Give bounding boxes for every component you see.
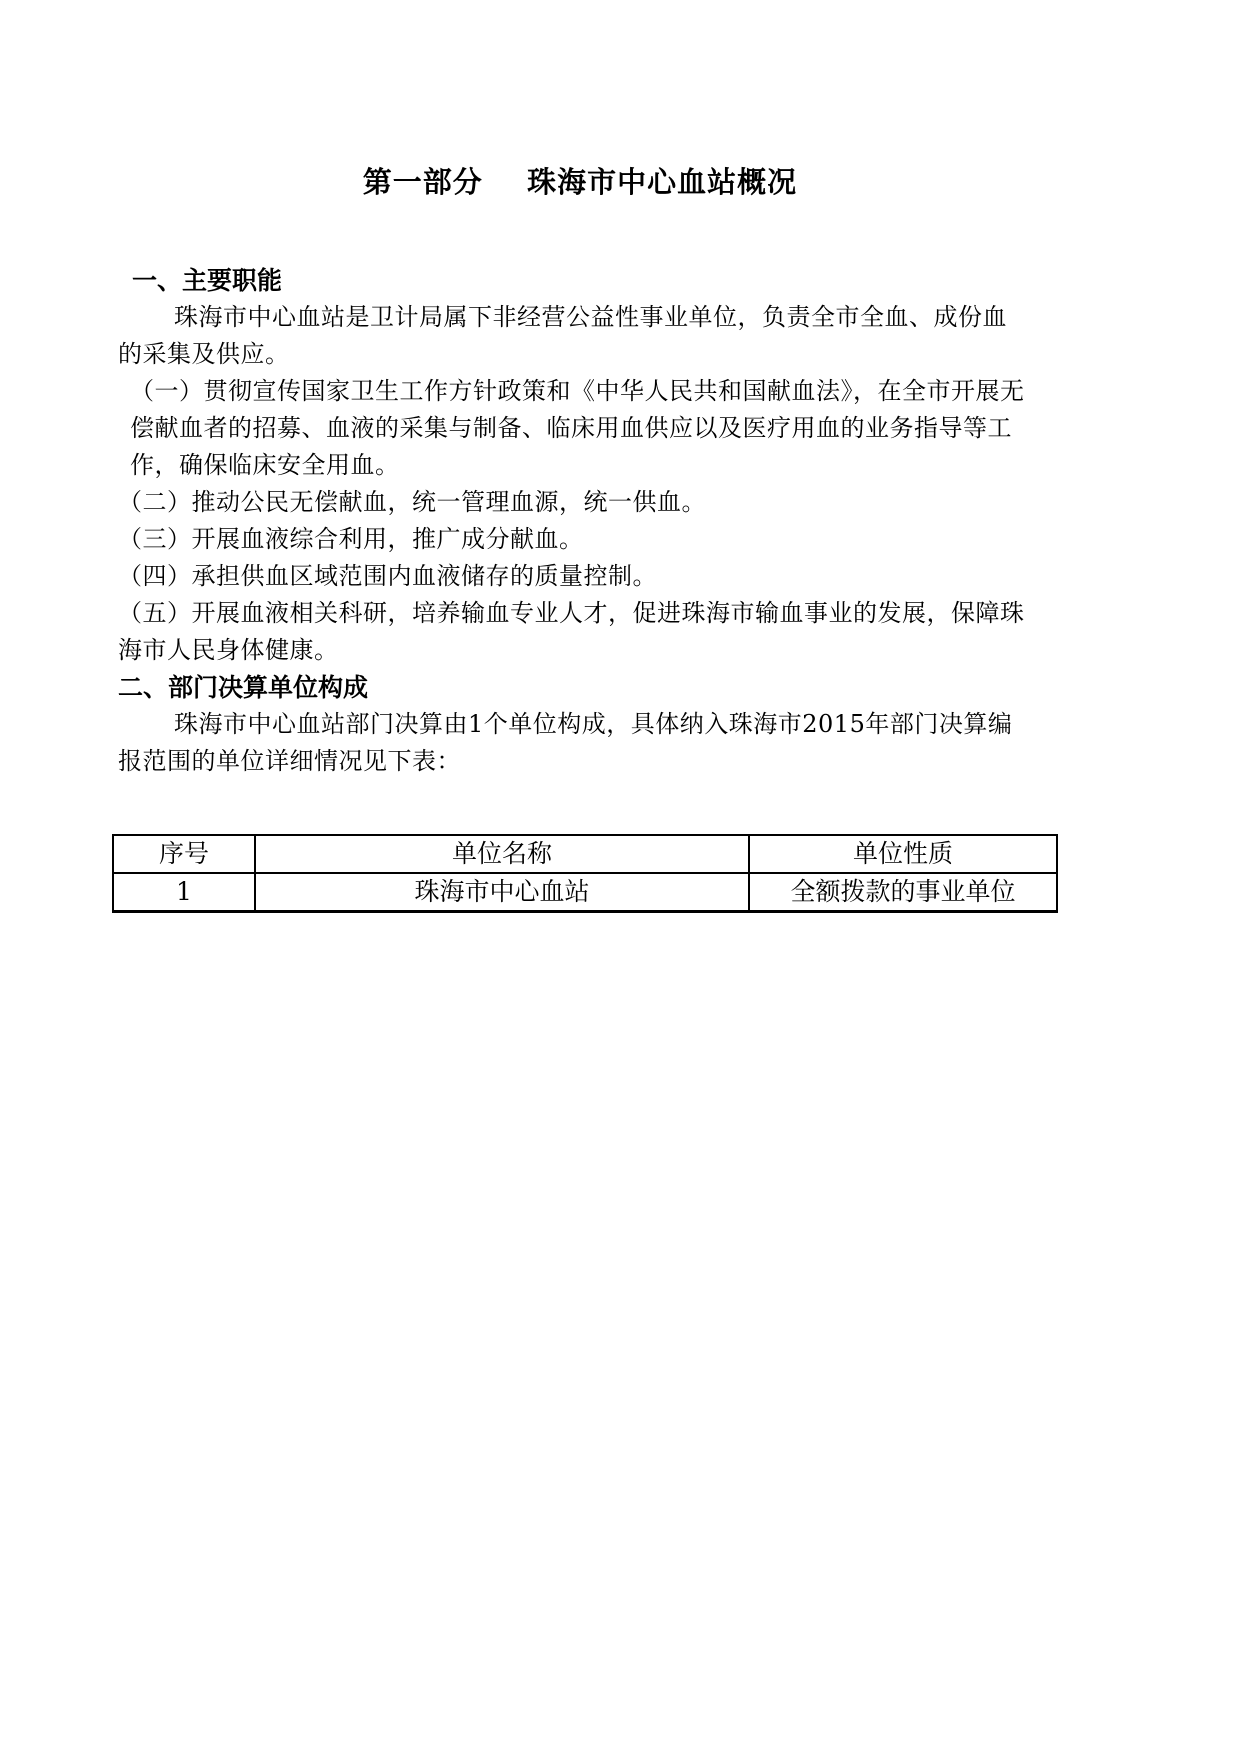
function-item-2: （二）推动公民无偿献血，统一管理血源，统一供血。 xyxy=(118,488,706,516)
table-cell: 全额拨款的事业单位 xyxy=(749,873,1057,912)
function-item-1: （一）贯彻宣传国家卫生工作方针政策和《中华人民共和国献血法》，在全市开展无偿献血者的招募、血液的采集与制备、临床用血供应以及医疗用血的业务指导等工作，确保临床安全用血。 xyxy=(130,377,1025,479)
function-item-5: （五）开展血液相关科研，培养输血专业人才，促进珠海市输血事业的发展，保障珠海市人民身体健康。 xyxy=(118,599,1025,664)
table-header-row xyxy=(113,835,1057,873)
table-row xyxy=(113,873,1057,912)
table-header-cell: 单位性质 xyxy=(749,835,1057,873)
table-header-cell: 单位名称 xyxy=(255,835,749,873)
units-table-container xyxy=(112,834,1058,913)
section-heading-unit-composition: 二、部门决算单位构成 xyxy=(118,673,369,702)
section-heading-main-functions: 一、主要职能 xyxy=(132,266,283,295)
unit-composition-intro: 珠海市中心血站部门决算由1个单位构成，具体纳入珠海市2015年部门决算编报范围的单位详细情况见下表： xyxy=(118,710,1013,775)
function-item-3: （三）开展血液综合利用，推广成分献血。 xyxy=(118,525,584,553)
table-cell: 珠海市中心血站 xyxy=(255,873,749,912)
main-functions-intro: 珠海市中心血站是卫计局属下非经营公益性事业单位，负责全市全血、成份血的采集及供应。 xyxy=(118,303,1007,368)
units-table xyxy=(112,834,1058,913)
table-header-cell: 序号 xyxy=(113,835,255,873)
function-item-4: （四）承担供血区域范围内血液储存的质量控制。 xyxy=(118,562,657,590)
table-cell: 1 xyxy=(113,873,255,912)
document-body xyxy=(118,262,1028,780)
page-title: 第一部分 珠海市中心血站概况 xyxy=(362,165,798,199)
